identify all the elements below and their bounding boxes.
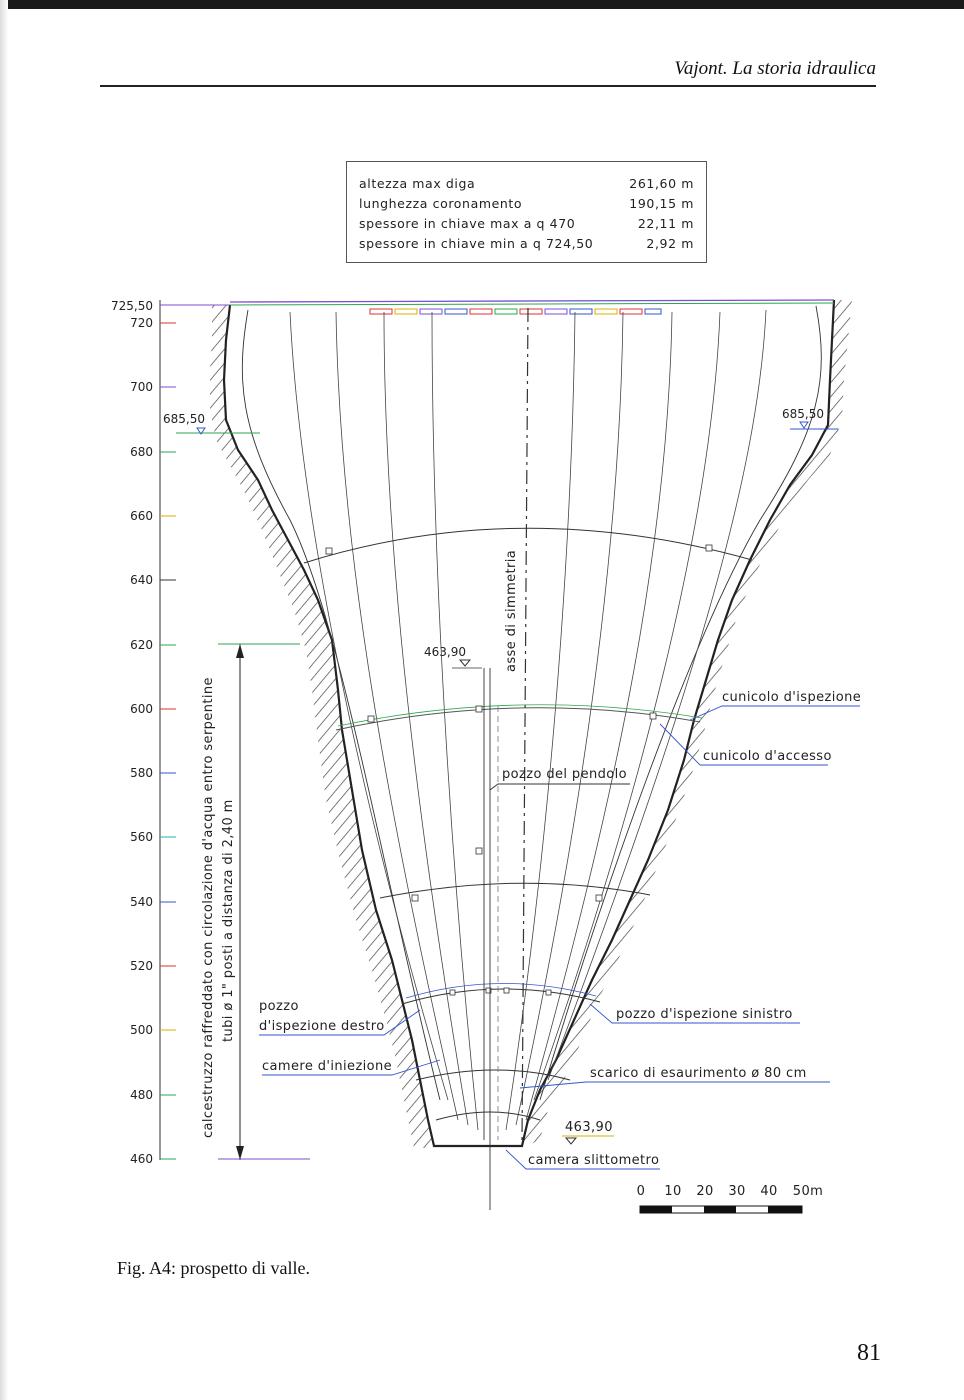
right-shaft-label-line2: d'ispezione destro (259, 1019, 385, 1034)
cooling-arrow-top (236, 644, 244, 658)
figure-caption: Fig. A4: prospetto di valle. (117, 1258, 310, 1278)
elevation-axis (111, 299, 176, 1166)
spec-label: altezza max diga (359, 176, 476, 191)
elevation-label: 480 (130, 1088, 153, 1102)
elevation-label: 725,50 (111, 299, 153, 313)
inspection-tunnel-leader (690, 706, 860, 720)
scale-tick-label: 0 (636, 1184, 646, 1199)
spec-label: lunghezza coronamento (359, 196, 523, 211)
spec-label: spessore in chiave max a q 470 (359, 216, 576, 231)
crest-line (230, 300, 834, 302)
spec-value: 261,60 m (629, 176, 694, 191)
symmetry-axis-label: asse di simmetria (504, 549, 519, 672)
scale-tick-label: 30 (728, 1184, 746, 1199)
spec-value: 190,15 m (629, 196, 694, 211)
left-shaft-label: pozzo d'ispezione sinistro (616, 1007, 793, 1022)
page-number: 81 (857, 1340, 881, 1366)
elevation-label: 580 (130, 766, 153, 780)
cooling-label-line1: calcestruzzo raffreddato con circolazione d'acqua entro serpentine (201, 677, 216, 1138)
bottom-463-marker (566, 1138, 576, 1144)
running-header-title: Vajont. La storia idraulica (674, 58, 876, 79)
elevation-label: 560 (130, 830, 153, 844)
injection-chambers-label: camere d'iniezione (262, 1059, 393, 1074)
pendulum-shaft-leader (490, 784, 630, 790)
pendulum-shaft-label: pozzo del pendolo (502, 767, 627, 782)
elevation-label: 460 (130, 1152, 153, 1166)
spec-value: 2,92 m (646, 236, 694, 251)
spec-value: 22,11 m (637, 216, 694, 231)
elevation-label: 620 (130, 638, 153, 652)
crest-line-inner (230, 303, 834, 305)
elevation-label: 500 (130, 1023, 153, 1037)
elevation-label: 680 (130, 445, 153, 459)
access-tunnel-label: cunicolo d'accesso (703, 749, 832, 764)
slide-chamber-label: camera slittometro (528, 1153, 660, 1168)
right-shaft-label-line1: pozzo (259, 999, 299, 1014)
left-685-label: 685,50 (163, 412, 205, 426)
scale-bar (637, 1184, 824, 1213)
elevation-label: 720 (130, 316, 153, 330)
elevation-label: 520 (130, 959, 153, 973)
cooling-label-line2: tubi ø 1" posti a distanza di 2,40 m (221, 799, 236, 1042)
bottom-463-label: 463,90 (565, 1120, 613, 1135)
scale-tick-label: 40 (760, 1184, 778, 1199)
drain-outlet-label: scarico di esaurimento ø 80 cm (590, 1066, 807, 1081)
elevation-label: 660 (130, 509, 153, 523)
elevation-label: 700 (130, 380, 153, 394)
cooling-arrow-bottom (236, 1146, 244, 1160)
spec-label: spessore in chiave min a q 724,50 (359, 236, 594, 251)
inspection-tunnel-label: cunicolo d'ispezione (722, 690, 862, 705)
elevation-label: 600 (130, 702, 153, 716)
scale-tick-label: 20 (696, 1184, 714, 1199)
elevation-label: 540 (130, 895, 153, 909)
symmetry-axis-line (522, 308, 528, 1140)
elevation-label: 640 (130, 573, 153, 587)
pendulum-463-label: 463,90 (424, 645, 466, 659)
pendulum-463-marker (460, 660, 470, 666)
right-685-label: 685,50 (782, 407, 824, 421)
right-685-marker (800, 422, 808, 428)
scale-tick-label: 10 (664, 1184, 682, 1199)
drain-outlet-leader (520, 1082, 830, 1088)
scale-tick-label: 50m (792, 1184, 824, 1199)
crest-openings (370, 309, 661, 314)
